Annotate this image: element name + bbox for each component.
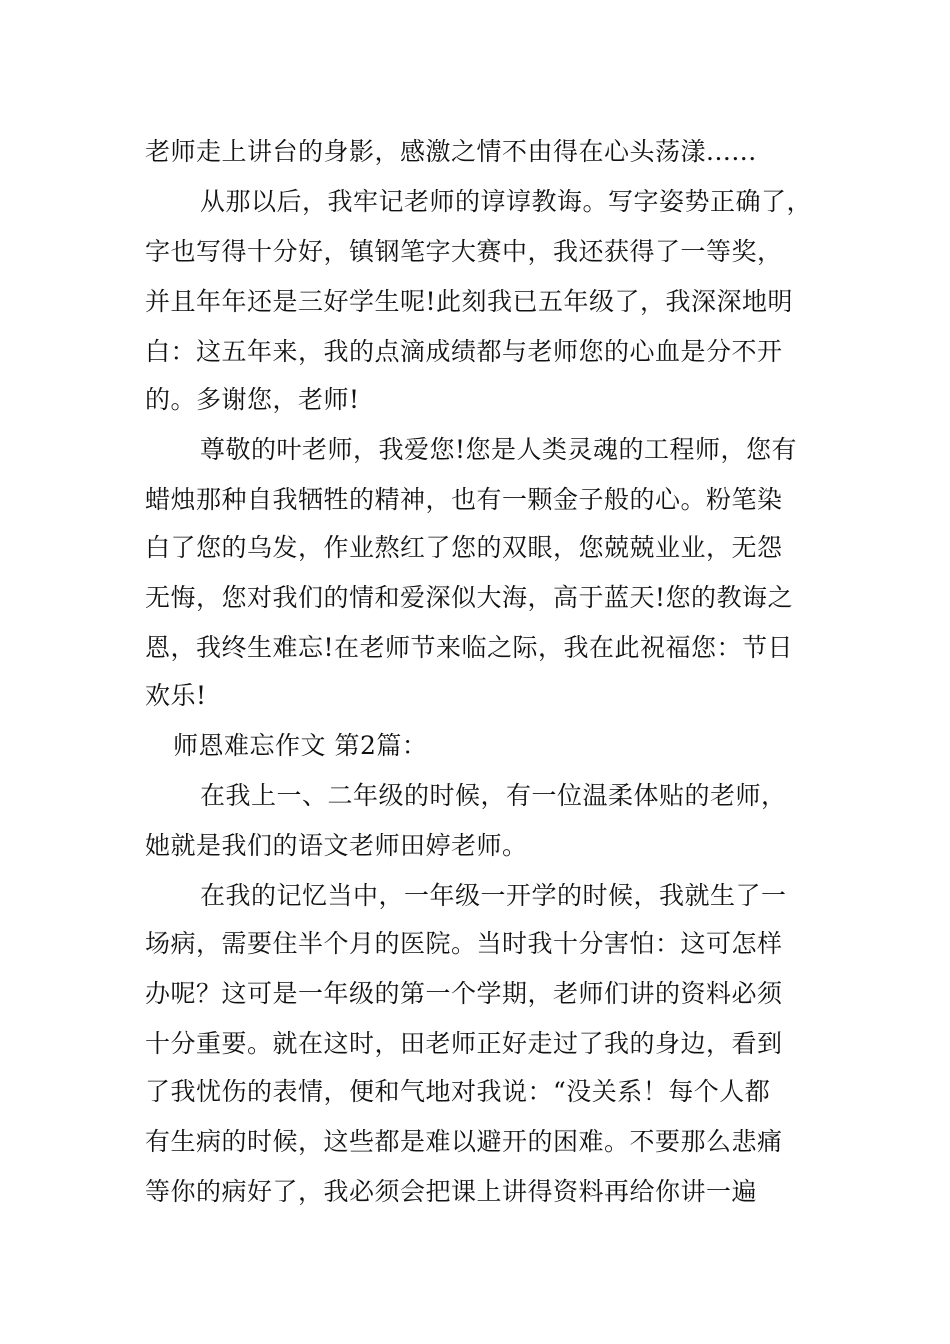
text-line: 她就是我们的语文老师田婷老师。 (145, 831, 528, 860)
text-line: 有生病的时候，这些都是难以避开的困难。不要那么悲痛 (145, 1127, 783, 1156)
text-line: 在我的记忆当中，一年级一开学的时候，我就生了一 (200, 881, 787, 910)
text-line: 从那以后，我牢记老师的谆谆教诲。写字姿势正确了， (200, 187, 813, 216)
text-line: 老师走上讲台的身影，感激之情不由得在心头荡漾...... (145, 137, 757, 166)
text-line: 办呢？这可是一年级的第一个学期，老师们讲的资料必须 (145, 979, 783, 1008)
section-heading: 师恩难忘作文 第2篇： (173, 731, 428, 760)
text-line: 欢乐! (145, 681, 207, 710)
text-line: 十分重要。就在这时，田老师正好走过了我的身边，看到 (145, 1029, 783, 1058)
text-line: 字也写得十分好，镇钢笔字大赛中，我还获得了一等奖， (145, 237, 783, 266)
text-line: 的。多谢您，老师! (145, 385, 360, 414)
text-line: 白：这五年来，我的点滴成绩都与老师您的心血是分不开 (145, 337, 783, 366)
text-line: 了我忧伤的表情，便和气地对我说：“没关系！每个人都 (145, 1077, 771, 1106)
text-line: 蜡烛那种自我牺牲的精神，也有一颗金子般的心。粉笔染 (145, 485, 783, 514)
text-line: 并且年年还是三好学生呢!此刻我已五年级了，我深深地明 (145, 287, 794, 316)
text-line: 无悔，您对我们的情和爱深似大海，高于蓝天!您的教诲之 (145, 583, 794, 612)
text-line: 场病，需要住半个月的医院。当时我十分害怕：这可怎样 (145, 929, 783, 958)
text-line: 等你的病好了，我必须会把课上讲得资料再给你讲一遍 (145, 1177, 758, 1206)
text-line: 恩，我终生难忘!在老师节来临之际，我在此祝福您：节日 (145, 633, 794, 662)
text-line: 尊敬的叶老师，我爱您!您是人类灵魂的工程师，您有 (200, 435, 798, 464)
text-line: 在我上一、二年级的时候，有一位温柔体贴的老师， (200, 781, 787, 810)
text-line: 白了您的乌发，作业熬红了您的双眼，您兢兢业业，无怨 (145, 533, 783, 562)
